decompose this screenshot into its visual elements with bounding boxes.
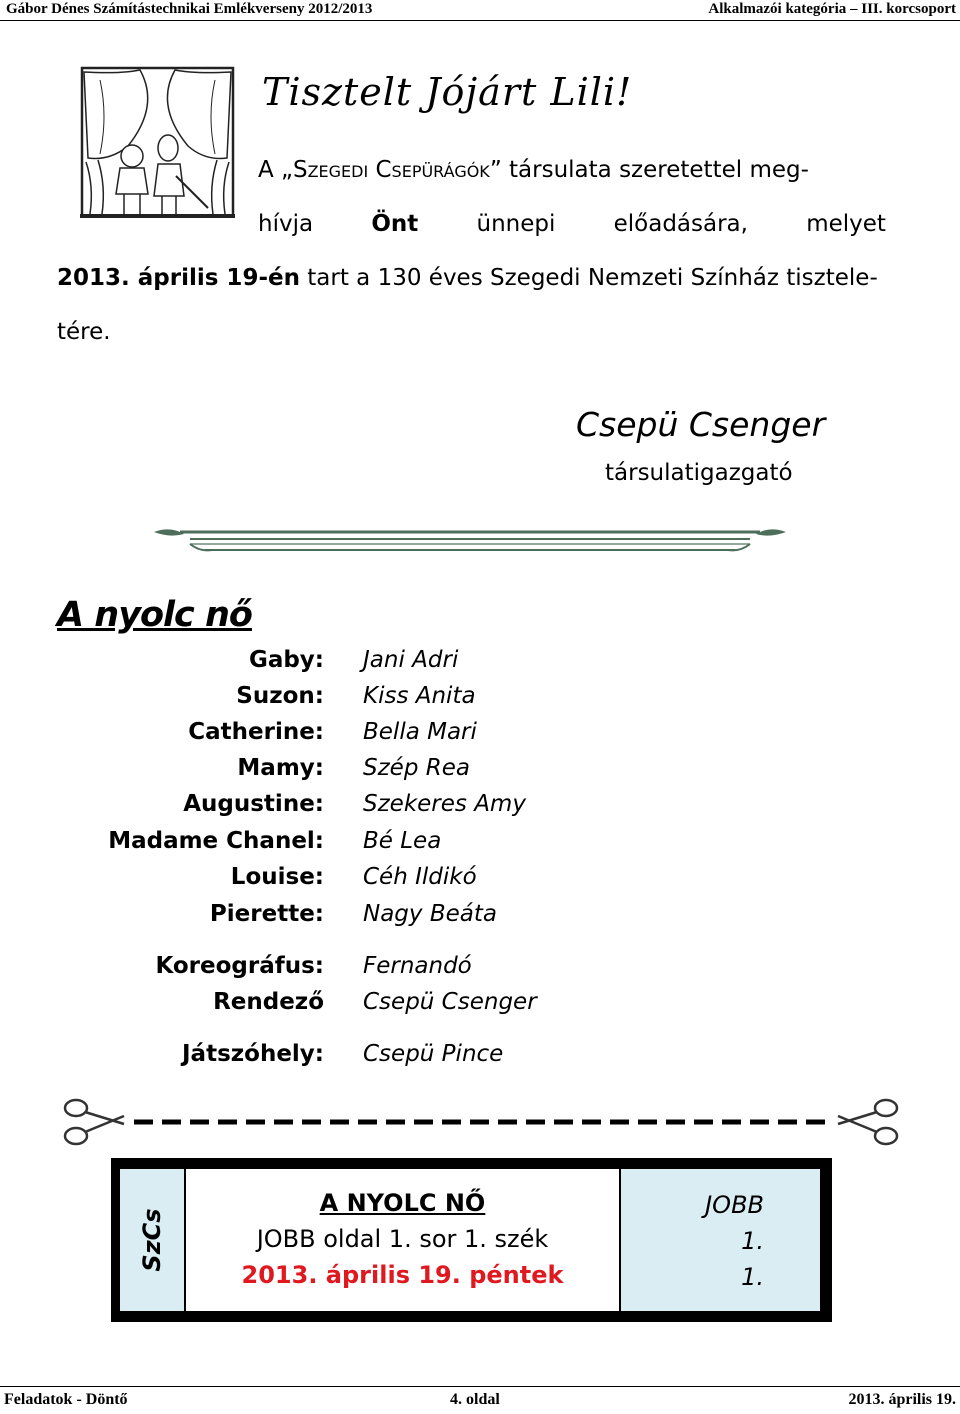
footer-section: Feladatok - Döntő <box>4 1391 128 1408</box>
ticket-side-panel <box>120 1169 184 1311</box>
line1-prefix: A „ <box>258 157 293 183</box>
page-footer <box>0 1386 960 1414</box>
actor-name: Céh Ildikó <box>363 864 477 890</box>
word-3: ünnepi <box>476 211 556 237</box>
role-label: Gaby: <box>248 647 324 673</box>
stub-row: 1. <box>741 1227 764 1255</box>
role-label: Játszóhely: <box>182 1041 324 1067</box>
role-label: Rendező <box>213 989 324 1015</box>
role-label: Madame Chanel: <box>108 828 324 854</box>
theater-curtain-illustration <box>80 66 235 218</box>
role-label: Louise: <box>230 864 324 890</box>
stub-seat: 1. <box>741 1263 764 1291</box>
line3-rest: tart a 130 éves Szegedi Nemzeti Színház tisztele- <box>299 265 878 291</box>
company-name: Szegedi Csepürágók <box>292 157 490 183</box>
actor-name: Jani Adri <box>363 647 459 673</box>
actor-name: Szekeres Amy <box>363 791 526 817</box>
ticket-stub <box>621 1169 820 1311</box>
ticket <box>111 1158 832 1322</box>
header-competition: Gábor Dénes Számítástechnikai Emlékverseny 2012/2013 <box>6 1 373 17</box>
scissors-icon <box>838 1100 897 1144</box>
line1-suffix: ” társulata szeretettel meg- <box>489 157 809 183</box>
role-label: Suzon: <box>236 683 324 709</box>
greeting: Tisztelt Jójárt Lili! <box>262 70 633 114</box>
actor-name: Csepü Pince <box>363 1041 504 1067</box>
role-label: Koreográfus: <box>155 953 324 979</box>
invitation-line-1 <box>258 157 886 183</box>
word-5: melyet <box>806 211 886 237</box>
word-4: előadására, <box>613 211 748 237</box>
footer-date: 2013. április 19. <box>848 1391 956 1408</box>
invitation-line-3 <box>57 265 878 291</box>
role-label: Mamy: <box>237 755 324 781</box>
signature-title: társulatigazgató <box>605 460 793 486</box>
actor-name: Fernandó <box>363 953 472 979</box>
actor-name: Bé Lea <box>363 828 442 854</box>
actor-name: Kiss Anita <box>363 683 476 709</box>
actor-name: Szép Rea <box>363 755 470 781</box>
cut-line <box>60 1094 905 1150</box>
actor-name: Csepü Csenger <box>363 989 537 1015</box>
word-2: Önt <box>371 211 419 237</box>
event-date: 2013. április 19-én <box>57 265 300 291</box>
ticket-seat: JOBB oldal 1. sor 1. szék <box>256 1225 549 1253</box>
ticket-date: 2013. április 19. péntek <box>241 1261 564 1289</box>
cast-title: A nyolc nő <box>57 595 252 635</box>
footer-page-number: 4. oldal <box>450 1391 500 1408</box>
actor-name: Bella Mari <box>363 719 477 745</box>
role-label: Pierette: <box>209 901 324 927</box>
signature-name: Csepü Csenger <box>576 405 826 444</box>
ticket-side-label: SzCs <box>138 1208 166 1272</box>
actor-name: Nagy Beáta <box>363 901 497 927</box>
role-label: Catherine: <box>188 719 324 745</box>
ornamental-divider <box>150 522 790 556</box>
word-1: hívja <box>258 211 314 237</box>
page-header <box>0 0 960 21</box>
role-label: Augustine: <box>183 791 324 817</box>
invitation-line-2 <box>258 211 886 237</box>
scissors-icon <box>65 1100 124 1144</box>
ticket-main-panel <box>186 1169 619 1311</box>
ticket-title: A NYOLC NŐ <box>319 1189 486 1217</box>
invitation-line-4: tére. <box>57 319 111 345</box>
stub-side: JOBB <box>705 1191 764 1219</box>
header-category: Alkalmazói kategória – III. korcsoport <box>708 1 956 17</box>
